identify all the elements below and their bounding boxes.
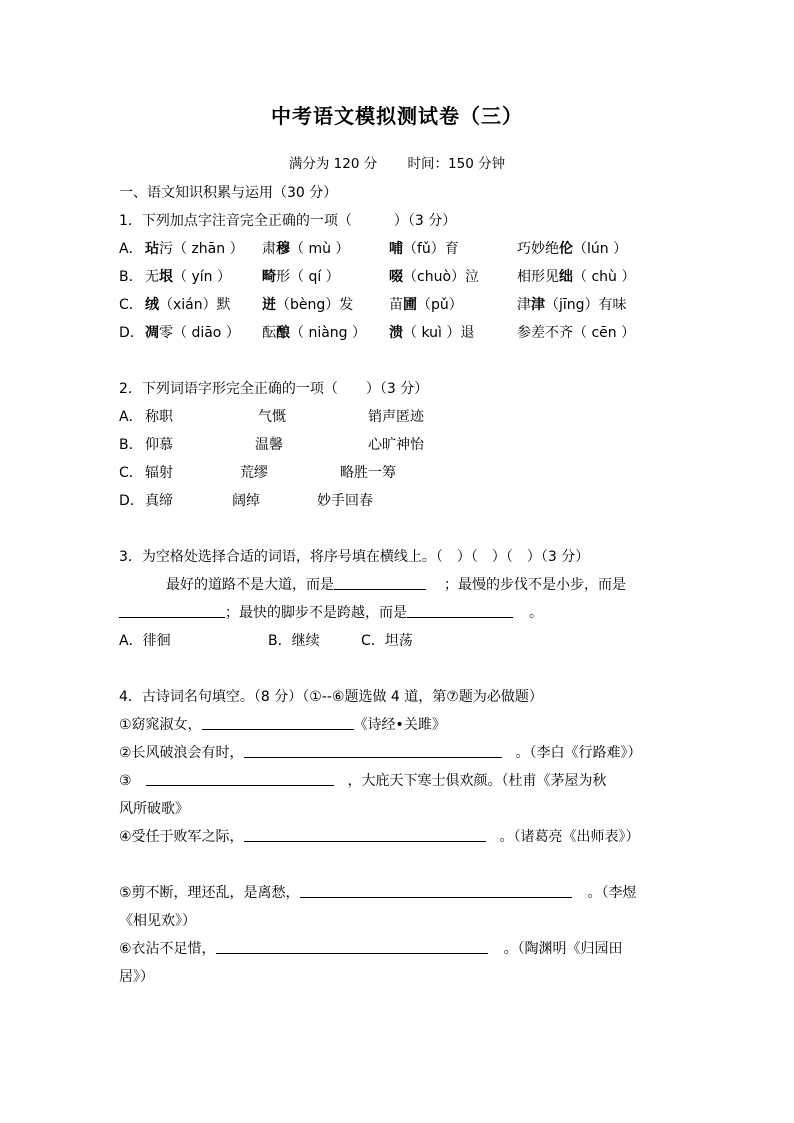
- item-text: （ kuì ）退: [403, 325, 475, 341]
- item-text: 形（ qí ）: [276, 269, 340, 285]
- word-item: 温馨: [255, 437, 283, 453]
- answer-blank[interactable]: [119, 603, 225, 618]
- dotted-char: 穆: [276, 241, 290, 257]
- q3-stem: 3．为空格处选择合适的词语，将序号填在横线上。（ ）（ ）（ ）（3 分）: [119, 549, 590, 565]
- option-label: A．: [119, 409, 143, 425]
- poem-line-1: [119, 714, 446, 734]
- answer-blank[interactable]: [407, 603, 513, 618]
- word-item: 仰慕: [145, 437, 173, 453]
- item-text: （xián）默: [159, 297, 231, 313]
- item-text: （fǔ）育: [403, 241, 459, 257]
- q3-text: 最好的道路不是大道，而是: [166, 577, 334, 593]
- pinyin-item: [145, 238, 244, 258]
- item-text: （chuò）泣: [403, 269, 480, 285]
- pinyin-item: [517, 266, 635, 286]
- word-item: 略胜一筹: [340, 465, 396, 481]
- full-score: 满分为 120 分: [288, 156, 378, 172]
- pinyin-item: [389, 238, 459, 258]
- option-label: C．: [119, 297, 143, 313]
- dotted-char: 圃: [403, 297, 417, 313]
- dotted-char: 迸: [262, 297, 276, 313]
- q3-option-c: C．坦荡: [361, 633, 413, 649]
- dotted-char: 哺: [389, 241, 403, 257]
- item-text: 苗: [389, 297, 403, 313]
- dotted-char: 畸: [262, 269, 276, 285]
- word-item: 荒缪: [240, 465, 268, 481]
- poem-source: 。（李煜: [587, 885, 637, 901]
- item-text: 巧妙绝: [517, 241, 559, 257]
- section-heading: 一、语文知识积累与运用（30 分）: [119, 185, 338, 201]
- q3-option-a: A．徘徊: [119, 633, 171, 649]
- word-item: 称职: [145, 409, 173, 425]
- poem-text: ②长风破浪会有时，: [119, 745, 244, 761]
- item-text: （ chù ）: [573, 269, 636, 285]
- option-label: B．: [119, 437, 143, 453]
- option-label: D．: [119, 325, 144, 341]
- pinyin-item: [262, 294, 353, 314]
- item-text: 污（ zhān ）: [159, 241, 244, 257]
- pinyin-item: [517, 238, 627, 258]
- option-label: C．: [119, 465, 143, 481]
- dotted-char: 玷: [145, 241, 159, 257]
- poem-line-2: [119, 742, 642, 762]
- answer-blank[interactable]: [146, 771, 334, 786]
- word-item: 销声匿迹: [368, 409, 424, 425]
- exam-meta: [0, 152, 794, 172]
- item-text: （lún ）: [573, 241, 628, 257]
- option-label: D．: [119, 493, 144, 509]
- word-item: 阔绰: [232, 493, 260, 509]
- poem-line-3: [119, 770, 607, 790]
- answer-blank[interactable]: [334, 575, 426, 590]
- item-text: （ niàng ）: [290, 325, 367, 341]
- pinyin-item: [517, 294, 627, 314]
- word-item: 心旷神怡: [368, 437, 424, 453]
- poem-source: 。（陶渊明《归园田: [503, 941, 623, 957]
- answer-blank[interactable]: [244, 743, 502, 758]
- answer-blank[interactable]: [202, 715, 354, 730]
- q3-text: ；最快的脚步不是跨越，而是: [225, 605, 407, 621]
- poem-text: ④受任于败军之际，: [119, 829, 244, 845]
- word-item: 辐射: [145, 465, 173, 481]
- item-text: （ yín ）: [173, 269, 231, 285]
- answer-blank[interactable]: [244, 827, 486, 842]
- answer-blank[interactable]: [300, 883, 572, 898]
- item-text: （jīng）有味: [545, 297, 627, 313]
- pinyin-item: [389, 266, 479, 286]
- dotted-char: 绌: [559, 269, 573, 285]
- q3-text: 。: [529, 605, 543, 621]
- item-text: 相形见: [517, 269, 559, 285]
- dotted-char: 垠: [159, 269, 173, 285]
- pinyin-item: [145, 266, 231, 286]
- q3-text: ；最慢的步伐不是小步，而是: [444, 577, 626, 593]
- dotted-char: 津: [531, 297, 545, 313]
- q3-option-b: B．继续: [268, 633, 320, 649]
- q4-stem: 4．古诗词名句填空。（8 分）（①--⑥题选做 4 道，第⑦题为必做题）: [119, 689, 543, 705]
- q1-stem: 1．下列加点字注音完全正确的一项（ ）（3 分）: [119, 213, 457, 229]
- poem-line-4: [119, 826, 640, 846]
- item-text: （bèng）发: [276, 297, 354, 313]
- poem-line-5: [119, 882, 637, 902]
- pinyin-item: [262, 266, 340, 286]
- item-text: （ mù ）: [290, 241, 350, 257]
- poem-text: ①窈窕淑女，: [119, 717, 202, 733]
- item-text: 肃: [262, 241, 276, 257]
- word-item: 气慨: [258, 409, 286, 425]
- dotted-char: 酿: [276, 325, 290, 341]
- pinyin-item: [145, 294, 231, 314]
- poem-source-cont: 《相见欢》）: [119, 913, 196, 929]
- dotted-char: 绒: [145, 297, 159, 313]
- poem-text: ⑤剪不断，理还乱，是离愁，: [119, 885, 300, 901]
- poem-text: ③: [119, 773, 132, 789]
- poem-source: ，大庇天下寒士俱欢颜。（杜甫《茅屋为秋: [347, 773, 607, 789]
- item-text: 零（ diāo ）: [159, 325, 240, 341]
- poem-text: ⑥衣沾不足惜，: [119, 941, 216, 957]
- word-item: 妙手回春: [317, 493, 373, 509]
- q3-line-1: [166, 574, 626, 594]
- time-limit: 时间：150 分钟: [407, 156, 506, 172]
- poem-source-cont: 居》）: [119, 969, 154, 985]
- pinyin-item: [389, 294, 463, 314]
- answer-blank[interactable]: [216, 939, 488, 954]
- poem-source: 。（诸葛亮《出师表》）: [499, 829, 640, 845]
- q2-stem: 2．下列词语字形完全正确的一项（ ）（3 分）: [119, 381, 429, 397]
- pinyin-item: [145, 322, 240, 342]
- pinyin-item: [262, 322, 366, 342]
- item-text: 无: [145, 269, 159, 285]
- poem-source: 。（李白《行路难》）: [515, 745, 642, 761]
- option-label: A．: [119, 241, 143, 257]
- option-label: B．: [119, 269, 143, 285]
- item-text: 津: [517, 297, 531, 313]
- pinyin-item: [262, 238, 349, 258]
- poem-source-cont: 风所破歌》: [119, 801, 189, 817]
- item-text: 参差不齐（ cēn ）: [517, 325, 636, 341]
- poem-line-6: [119, 938, 623, 958]
- pinyin-item: [389, 322, 474, 342]
- poem-source: 《诗经•关雎》: [353, 717, 446, 733]
- pinyin-item: [517, 322, 635, 342]
- dotted-char: 凋: [145, 325, 159, 341]
- dotted-char: 伦: [559, 241, 573, 257]
- item-text: 酝: [262, 325, 276, 341]
- dotted-char: 溃: [389, 325, 403, 341]
- page-title: 中考语文模拟测试卷（三）: [271, 104, 523, 128]
- dotted-char: 啜: [389, 269, 403, 285]
- word-item: 真缔: [145, 493, 173, 509]
- q3-line-2: [119, 602, 543, 622]
- item-text: （pǔ）: [417, 297, 463, 313]
